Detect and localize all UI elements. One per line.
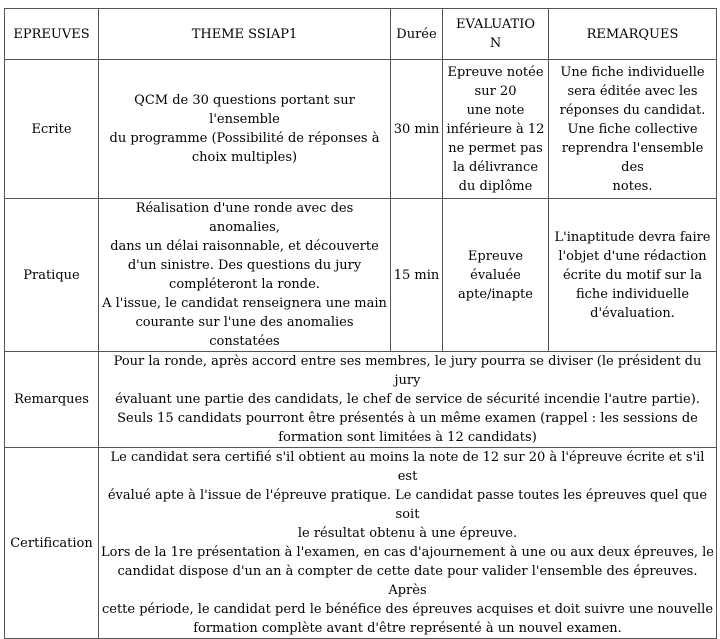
row-ecrite-theme: QCM de 30 questions portant sur l'ensemble du programme (Possibilité de réponses à choix multiples) [99,60,391,199]
row-remarques-text: Pour la ronde, après accord entre ses membres, le jury pourra se diviser (le président du jury évaluant une partie des candidats, le chef de service de sécurité incendie l'autre partie). Seuls 15 candidats pourront être présentés à un même examen (rappel : les sessions de formation sont limitées à 12 candidats) [99,352,717,448]
header-theme: THEME SSIAP1 [99,9,391,60]
row-pratique-label: Pratique [5,199,99,352]
row-pratique-duree: 15 min [391,199,443,352]
header-remarques: REMARQUES [549,9,717,60]
row-pratique-theme: Réalisation d'une ronde avec des anomalies, dans un délai raisonnable, et découverte d'un sinistre. Des questions du jury compléteront la ronde. A l'issue, le candidat renseignera une main courante sur l'une des anomalies constatées [99,199,391,352]
row-pratique [5,199,717,352]
row-ecrite-remarques: Une fiche individuelle sera éditée avec les réponses du candidat. Une fiche collective reprendra l'ensemble des notes. [549,60,717,199]
exam-table [4,8,717,639]
row-pratique-remarques: L'inaptitude devra faire l'objet d'une rédaction écrite du motif sur la fiche individuelle d'évaluation. [549,199,717,352]
row-remarques-label: Remarques [5,352,99,448]
header-evaluation: EVALUATIO N [443,9,549,60]
row-ecrite [5,60,717,199]
row-certification-label: Certification [5,448,99,639]
header-duree: Durée [391,9,443,60]
row-certification [5,448,717,639]
header-row [5,9,717,60]
row-ecrite-label: Ecrite [5,60,99,199]
row-ecrite-duree: 30 min [391,60,443,199]
row-certification-text: Le candidat sera certifié s'il obtient au moins la note de 12 sur 20 à l'épreuve écrite et s'il est évalué apte à l'issue de l'épreuve pratique. Le candidat passe toutes les épreuves quel que soit le résultat obtenu à une épreuve. Lors de la 1re présentation à l'examen, en cas d'ajournement à une ou aux deux épreuves, le candidat dispose d'un an à compter de cette date pour valider l'ensemble des épreuves. Après cette période, le candidat perd le bénéfice des épreuves acquises et doit suivre une nouvelle formation complète avant d'être représenté à un nouvel examen. [99,448,717,639]
row-ecrite-evaluation: Epreuve notée sur 20 une note inférieure à 12 ne permet pas la délivrance du diplôme [443,60,549,199]
row-pratique-evaluation: Epreuve évaluée apte/inapte [443,199,549,352]
header-epreuves: EPREUVES [5,9,99,60]
row-remarques [5,352,717,448]
